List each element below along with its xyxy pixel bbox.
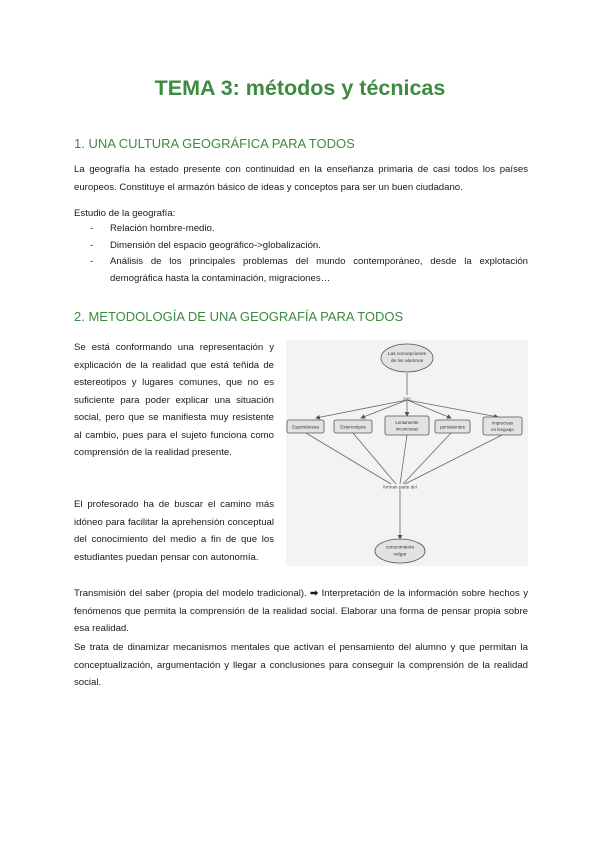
box-label: persistentes xyxy=(440,424,465,430)
section-2-paragraph-4: Se trata de dinamizar mecanismos mentales que activan el pensamiento del alumno y que permitan la conceptualización, argumentación y llegar a conclusiones para conseguir la comprensión de la realidad social. xyxy=(74,642,528,688)
connector-line xyxy=(407,400,498,417)
section-1-paragraph: La geografía ha estado presente con continuidad en la enseñanza primaria de casi todos los países europeos. Constituye el armazón básico de ideas y conceptos para ser un buen ciudadano. xyxy=(74,164,528,193)
concept-box xyxy=(435,420,470,433)
connector-line xyxy=(353,433,396,484)
middle-label: forman parte del xyxy=(383,484,417,490)
box-label: Estereotipos xyxy=(340,424,366,430)
top-node-line-2: de los alumnos xyxy=(390,359,424,364)
concept-box xyxy=(483,417,522,435)
section-2-paragraph-3 xyxy=(74,585,528,638)
top-node-line-1: Las concepciones xyxy=(387,352,427,357)
concept-box xyxy=(334,420,372,433)
bottom-node-line-1: conocimiento xyxy=(385,545,415,551)
connector-line xyxy=(361,400,407,418)
connector-line xyxy=(306,433,391,484)
section-2-paragraph-2: El profesorado ha de buscar el camino más idóneo para facilitar la aprehensión conceptual del conocimiento del medio a fin de que los estudiantes puedan pensar con autonomía. xyxy=(74,499,274,563)
page-title: TEMA 3: métodos y técnicas xyxy=(154,76,446,100)
section-1-heading: 1. UNA CULTURA GEOGRÁFICA PARA TODOS xyxy=(74,136,355,151)
arrow-right-icon: ➡ xyxy=(310,588,319,599)
connector-line xyxy=(400,435,407,484)
section-2-paragraph-1: Se está conformando una representación y explicación de la realidad que está teñida de estereotipos y lugares comunes, que no es suficiente para poder explicar una situación social, pero que se manifiesta muy resistente al cambio, pues para el sujeto funciona como comprensión de la realidad presente. xyxy=(74,342,274,458)
concept-bottom-node xyxy=(375,539,425,563)
box-label: inconcretas xyxy=(395,426,419,432)
concept-map-svg xyxy=(286,340,528,566)
box-label: Imprecisas xyxy=(491,420,514,426)
transmission-text: Transmisión del saber (propia del modelo tradicional). xyxy=(74,588,307,599)
section-2-heading: 2. METODOLOGÍA DE UNA GEOGRAFÍA PARA TODOS xyxy=(74,309,404,324)
list-item: - Dimensión del espacio geográfico->globalización. xyxy=(90,238,528,255)
hub-label: son xyxy=(403,396,411,401)
concept-diagram xyxy=(286,340,528,566)
study-list xyxy=(90,221,528,287)
concept-box xyxy=(385,416,429,435)
connector-line xyxy=(405,435,502,484)
concept-box xyxy=(287,420,324,433)
interpretation-text: Interpretación de la información sobre hechos y fenómenos que permita la comprensión de la realidad social. Elaborar una forma de pensar propia sobre esa realidad. xyxy=(74,588,528,634)
list-item: - Relación hombre-medio. xyxy=(90,221,528,238)
box-label: Lentamente xyxy=(395,420,419,425)
box-label: en lenguaje xyxy=(491,427,514,432)
connector-line xyxy=(316,400,407,418)
list-item: - Análisis de los principales problemas del mundo contemporáneo, desde la explotación demográfica hasta la contaminación, migraciones… xyxy=(90,254,528,287)
study-list-intro: Estudio de la geografía: xyxy=(74,208,176,219)
box-label: Espontáneas xyxy=(292,424,319,430)
connector-line xyxy=(407,400,451,418)
bottom-node-line-2: vulgar xyxy=(393,552,407,558)
concept-top-node xyxy=(381,344,433,372)
connector-line xyxy=(403,433,451,484)
